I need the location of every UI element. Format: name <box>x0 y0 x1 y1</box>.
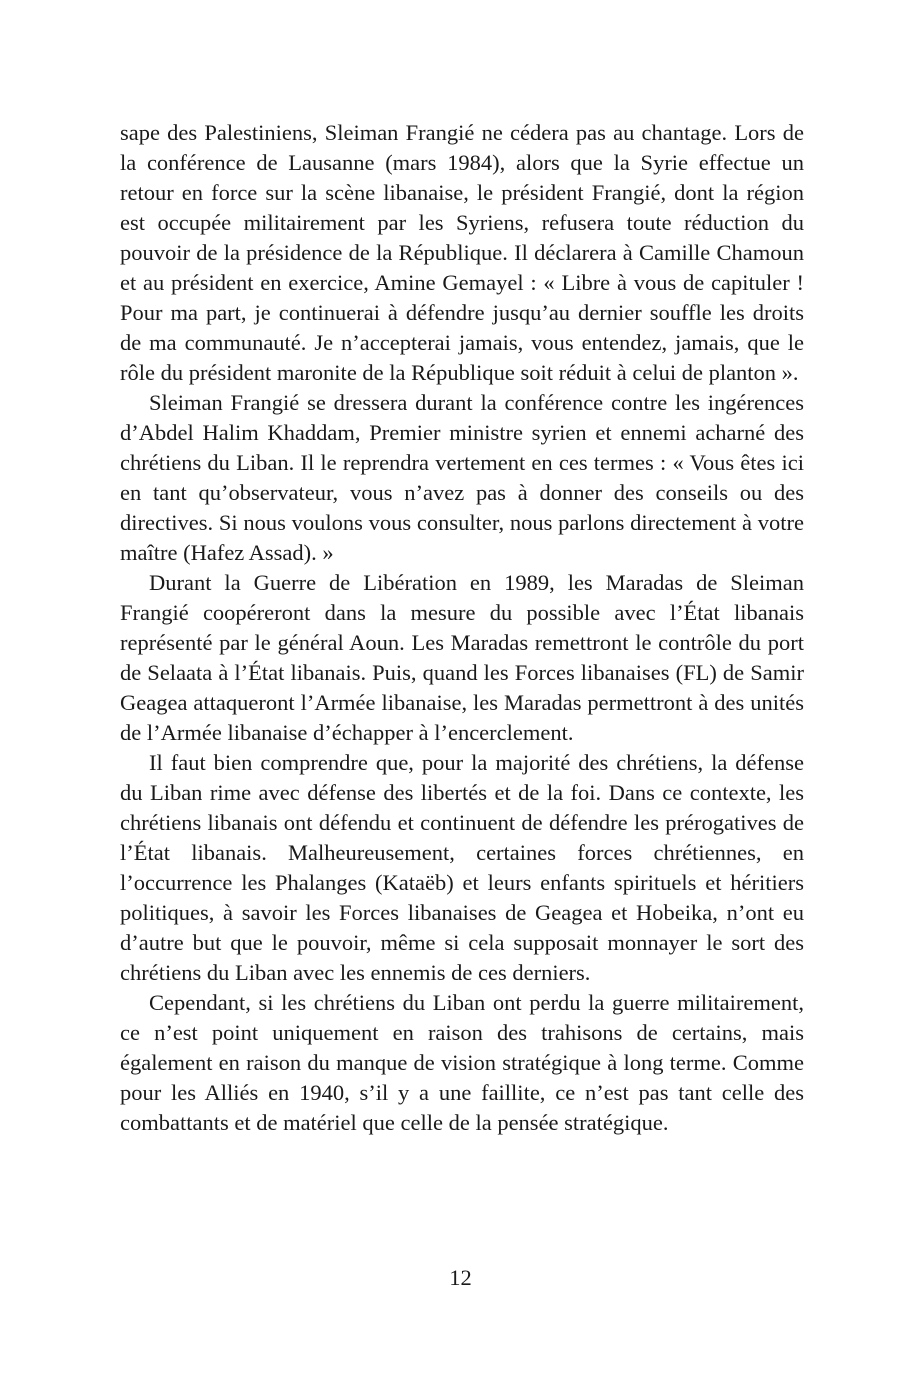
paragraph-1: sape des Palestiniens, Sleiman Frangié ne cédera pas au chantage. Lors de la conférence de Lausanne (mars 1984), alors que la Syrie effectue un retour en force sur la scène libanaise, le président Frangié, dont la région est occupée militairement par les Syriens, refusera toute réduction du pouvoir de la présidence de la République. Il déclarera à Camille Chamoun et au président en exercice, Amine Gemayel : « Libre à vous de capituler ! Pour ma part, je continuerai à défendre jusqu’au dernier souffle les droits de ma communauté. Je n’accepterai jamais, vous entendez, jamais, que le rôle du président maronite de la République soit réduit à celui de planton ». <box>120 120 804 385</box>
paragraph-3: Durant la Guerre de Libération en 1989, les Maradas de Sleiman Frangié coopéreront dans la mesure du possible avec l’État libanais représenté par le général Aoun. Les Maradas remettront le contrôle du port de Selaata à l’État libanais. Puis, quand les Forces libanaises (FL) de Samir Geagea attaqueront l’Armée libanaise, les Maradas permettront à des unités de l’Armée libanaise d’échapper à l’encerclement. <box>120 570 804 745</box>
page-number: 12 <box>449 1265 472 1290</box>
paragraph-2: Sleiman Frangié se dressera durant la conférence contre les ingérences d’Abdel Halim Khaddam, Premier ministre syrien et ennemi acharné des chrétiens du Liban. Il le reprendra vertement en ces termes : « Vous êtes ici en tant qu’observateur, vous n’avez pas à donner des conseils ou des directives. Si nous voulons vous consulter, nous parlons directement à votre maître (Hafez Assad). » <box>120 390 804 565</box>
body-text <box>120 118 804 1138</box>
paragraph-5: Cependant, si les chrétiens du Liban ont perdu la guerre militairement, ce n’est point uniquement en raison des trahisons de certains, mais également en raison du manque de vision stratégique à long terme. Comme pour les Alliés en 1940, s’il y a une faillite, ce n’est pas tant celle des combattants et de matériel que celle de la pensée stratégique. <box>120 990 804 1135</box>
paragraph-4: Il faut bien comprendre que, pour la majorité des chrétiens, la défense du Liban rime avec défense des libertés et de la foi. Dans ce contexte, les chrétiens libanais ont défendu et continuent de défendre les prérogatives de l’État libanais. Malheureusement, certaines forces chrétiennes, en l’occurrence les Phalanges (Kataëb) et leurs enfants spirituels et héritiers politiques, à savoir les Forces libanaises de Geagea et Hobeika, n’ont eu d’autre but que le pouvoir, même si cela supposait monnayer le sort des chrétiens du Liban avec les ennemis de ces derniers. <box>120 750 804 985</box>
